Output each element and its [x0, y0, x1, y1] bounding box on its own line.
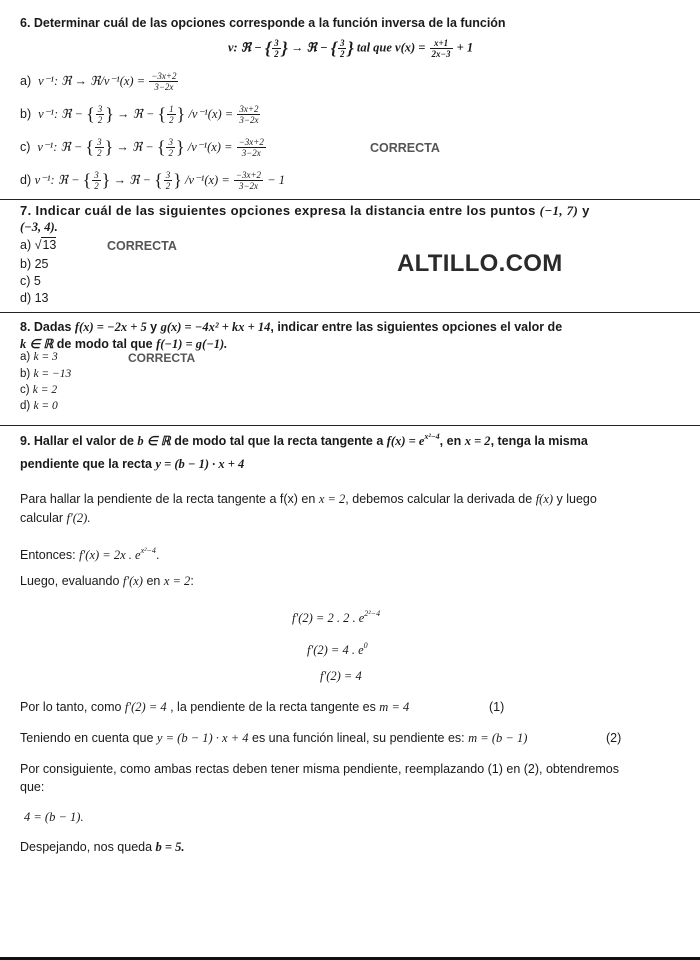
watermark: ALTILLO.COM: [397, 250, 563, 277]
q8-option-a[interactable]: a) k = 3: [20, 351, 58, 363]
q8-option-c[interactable]: c) k = 2: [20, 384, 58, 396]
q9-paragraph-5: Teniendo en cuenta que y = (b − 1) · x + 4 es una función lineal, su pendiente es: m = (b − 1): [20, 731, 528, 745]
q6-title: 6. Determinar cuál de las opciones corresponde a la función inversa de la función: [20, 16, 506, 30]
q7-option-a[interactable]: a) √13: [20, 238, 57, 252]
q7-option-b[interactable]: b) 25: [20, 257, 49, 271]
q6-option-d[interactable]: d) v⁻¹: ℜ − { $\frac{3}{2}$ } → ℜ − { $\frac{3}{2}$ } /v⁻¹(x) = $\frac{-3x+2}{3-2x}$ − 1: [20, 170, 285, 191]
q6-function-definition: v: ℜ − { $\frac{3}{2}$ } → ℜ − { $\frac{3}{2}$ } tal que v(x) = $\frac{x+1}{2x-3}$ + 1: [228, 38, 474, 59]
q6-option-b[interactable]: b) v⁻¹: ℜ − { $\frac{3}{2}$ } → ℜ − { $\frac{1}{2}$ } /v⁻¹(x) = $\frac{3x+2}{3-2x}$: [20, 104, 259, 125]
q9-equation-3: f′(2) = 4: [320, 669, 362, 683]
q9-title-line2: pendiente que la recta y = (b − 1) · x + 4: [20, 457, 245, 471]
def-mid: → ℜ −: [287, 40, 331, 55]
def-set-frac: $\frac{3}{2}$: [274, 38, 279, 59]
q8-option-b[interactable]: b) k = −13: [20, 368, 72, 380]
q9-conclusion: Despejando, nos queda b = 5.: [20, 840, 185, 854]
q7-correct-mark: CORRECTA: [107, 239, 177, 253]
q6-option-c[interactable]: c) v⁻¹: ℜ − { $\frac{3}{2}$ } → ℜ − { $\frac{3}{2}$ } /v⁻¹(x) = $\frac{-3x+2}{3-2x}$: [20, 137, 264, 158]
divider: [0, 312, 700, 313]
q9-paragraph-3: Luego, evaluando f′(x) en x = 2:: [20, 574, 194, 588]
def-func-frac: $\frac{x+1}{2x-3}$: [431, 38, 451, 59]
q9-ref-1: (1): [489, 700, 505, 714]
divider: [0, 199, 700, 200]
q9-paragraph-4: Por lo tanto, como f′(2) = 4 , la pendiente de la recta tangente es m = 4: [20, 700, 410, 714]
q9-paragraph-2: Entonces: f′(x) = 2x . $e^{x^2-4}$.: [20, 546, 160, 562]
q8-title: 8. Dadas f(x) = −2x + 5 y g(x) = −4x² + kx + 14, indicar entre las siguientes opciones el valor de: [20, 320, 563, 334]
q9-paragraph-1-line2: calcular f′(2).: [20, 511, 91, 525]
q7-option-c[interactable]: c) 5: [20, 274, 41, 288]
q9-equation-4: 4 = (b − 1).: [24, 810, 84, 824]
q9-equation-1: f′(2) = 2 . 2 . $e^{2^2-4}$: [292, 609, 381, 625]
def-set-frac-2: $\frac{3}{2}$: [339, 38, 345, 59]
q7-option-d[interactable]: d) 13: [20, 291, 49, 305]
q9-ref-2: (2): [606, 731, 622, 745]
q9-paragraph-1: Para hallar la pendiente de la recta tangente a f(x) en x = 2, debemos calcular la derivada de f(x) y luego: [20, 492, 597, 506]
divider: [0, 425, 700, 426]
q6-option-a[interactable]: a) v⁻¹: ℜ → ℜ/v⁻¹(x) = $\frac{-3x+2}{3-2x}$: [20, 71, 177, 92]
q7-title-line2: (−3, 4).: [20, 220, 58, 234]
q9-paragraph-6: Por consiguiente, como ambas rectas deben tener misma pendiente, reemplazando (1) en (2), obtendremos: [20, 762, 619, 776]
def-lhs: v: ℜ −: [228, 40, 265, 55]
q9-title: 9. Hallar el valor de b ∈ ℝ de modo tal que la recta tangente a $f(x) = e^{x^2-4}$, en x = 2, tenga la misma: [20, 432, 588, 448]
q9-paragraph-6-line2: que:: [20, 780, 45, 794]
q8-correct-mark: CORRECTA: [128, 351, 196, 365]
q8-title-line2: k ∈ ℝ de modo tal que f(−1) = g(−1).: [20, 337, 228, 351]
def-tal: tal que v(x) =: [353, 40, 429, 55]
q8-option-d[interactable]: d) k = 0: [20, 400, 58, 412]
q7-title: 7. Indicar cuál de las siguientes opciones expresa la distancia entre los puntos (−1, 7) y: [20, 203, 590, 218]
q9-equation-2: f′(2) = 4 . $e^0$: [307, 641, 368, 657]
q6-correct-mark: CORRECTA: [370, 141, 440, 155]
